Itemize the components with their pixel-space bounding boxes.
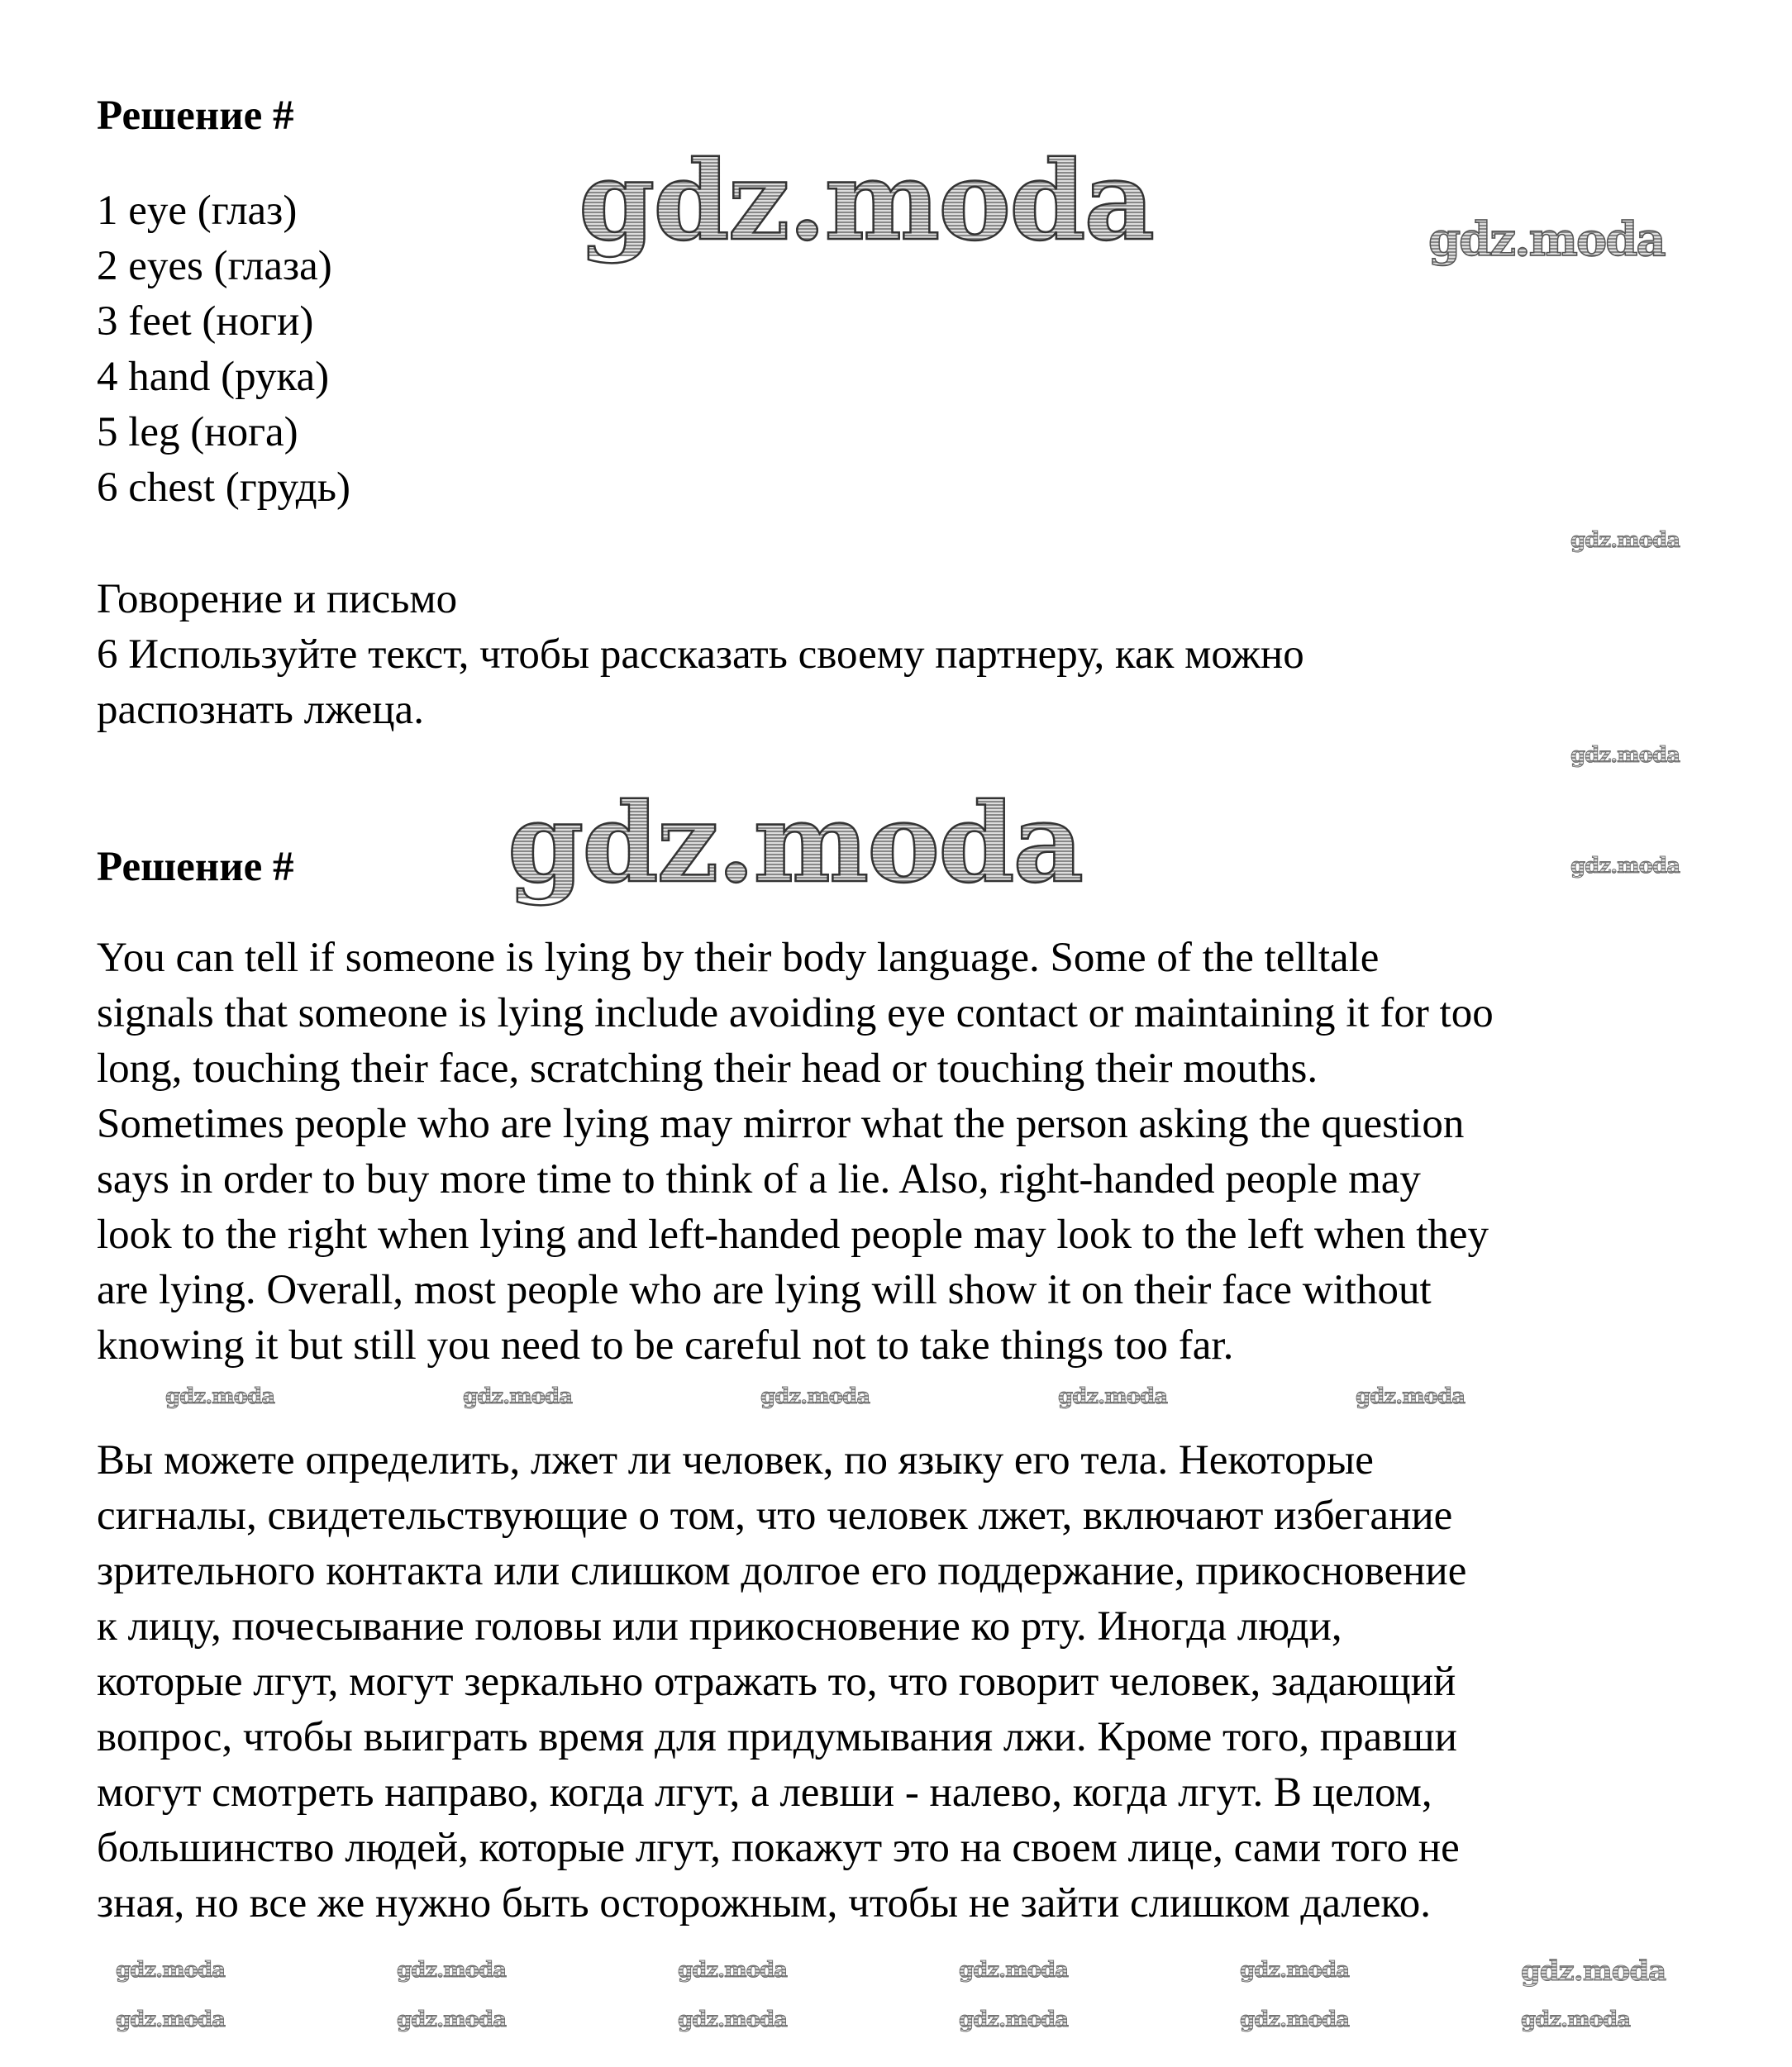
text-line: которые лгут, могут зеркально отражать то, что говорит человек, задающий [97, 1659, 1456, 1705]
answer-list [97, 183, 350, 516]
task-line: распознать лжеца. [97, 687, 424, 733]
watermark-logo: gdz.moda [463, 1384, 573, 1409]
text-line: вопрос, чтобы выиграть время для придумывания лжи. Кроме того, правши [97, 1714, 1457, 1760]
text-line: Вы можете определить, лжет ли человек, по языку его тела. Некоторые [97, 1437, 1374, 1484]
text-line: зная, но все же нужно быть осторожным, чтобы не зайти слишком далеко. [97, 1880, 1431, 1927]
watermark-logo: gdz.moda [165, 1384, 275, 1409]
list-item: 1 eye (глаз) [97, 188, 298, 234]
task-line: 6 Используйте текст, чтобы рассказать своему партнеру, как можно [97, 631, 1304, 678]
text-line: зрительного контакта или слишком долгое его поддержание, прикосновение [97, 1548, 1467, 1594]
task-title: Говорение и письмо [97, 576, 458, 622]
watermark-logo: gdz.moda [1356, 1384, 1466, 1409]
watermark-logo: gdz.moda [1521, 2007, 1631, 2032]
text-line: look to the right when lying and left-handed people may look to the left when they [97, 1212, 1489, 1258]
task-block [97, 572, 1304, 738]
text-line: are lying. Overall, most people who are lying will show it on their face without [97, 1267, 1432, 1313]
watermark-logo: gdz.moda [397, 2007, 507, 2032]
list-item: 3 feet (ноги) [97, 298, 314, 345]
watermark-logo: gdz.moda [1521, 1955, 1666, 1988]
section2 [97, 840, 293, 895]
list-item: 4 hand (рука) [97, 354, 330, 400]
watermark-logo: gdz.moda [116, 1958, 226, 1983]
list-item: 5 leg (нога) [97, 409, 298, 455]
watermark-logo: gdz.moda [1570, 854, 1680, 879]
text-line: long, touching their face, scratching their head or touching their mouths. [97, 1045, 1318, 1092]
english-paragraph [97, 931, 1494, 1374]
list-item: 2 eyes (глаза) [97, 243, 332, 289]
text-line: Sometimes people who are lying may mirror what the person asking the question [97, 1101, 1465, 1147]
solution-heading: Решение # [97, 844, 294, 890]
text-line: says in order to buy more time to think of a lie. Also, right-handed people may [97, 1156, 1421, 1203]
section1 [97, 88, 293, 144]
watermark-logo: gdz.moda [1570, 743, 1680, 768]
watermark-logo: gdz.moda [678, 2007, 788, 2032]
text-line: могут смотреть направо, когда лгут, а левши - налево, когда лгут. В целом, [97, 1769, 1432, 1816]
list-item: 6 chest (грудь) [97, 464, 350, 511]
watermark-logo: gdz.moda [1428, 212, 1665, 267]
watermark-logo: gdz.moda [397, 1958, 507, 1983]
watermark-logo: gdz.moda [579, 137, 1154, 265]
text-line: knowing it but still you need to be careful not to take things too far. [97, 1322, 1234, 1369]
text-line: signals that someone is lying include avoiding eye contact or maintaining it for too [97, 990, 1494, 1036]
russian-paragraph [97, 1433, 1466, 1931]
watermark-logo: gdz.moda [1058, 1384, 1168, 1409]
watermark-logo: gdz.moda [1240, 2007, 1350, 2032]
solution-heading: Решение # [97, 93, 294, 139]
watermark-logo: gdz.moda [1240, 1958, 1350, 1983]
watermark-logo: gdz.moda [116, 2007, 226, 2032]
text-line: сигналы, свидетельствующие о том, что человек лжет, включают избегание [97, 1493, 1453, 1539]
text-line: You can tell if someone is lying by their body language. Some of the telltale [97, 935, 1380, 981]
watermark-logo: gdz.moda [959, 1958, 1069, 1983]
watermark-logo: gdz.moda [678, 1958, 788, 1983]
watermark-logo: gdz.moda [1570, 528, 1680, 553]
watermark-logo: gdz.moda [760, 1384, 870, 1409]
text-line: большинство людей, которые лгут, покажут это на своем лице, сами того не [97, 1825, 1460, 1871]
text-line: к лицу, почесывание головы или прикосновение ко рту. Иногда люди, [97, 1603, 1342, 1650]
watermark-logo: gdz.moda [508, 779, 1083, 907]
watermark-logo: gdz.moda [959, 2007, 1069, 2032]
